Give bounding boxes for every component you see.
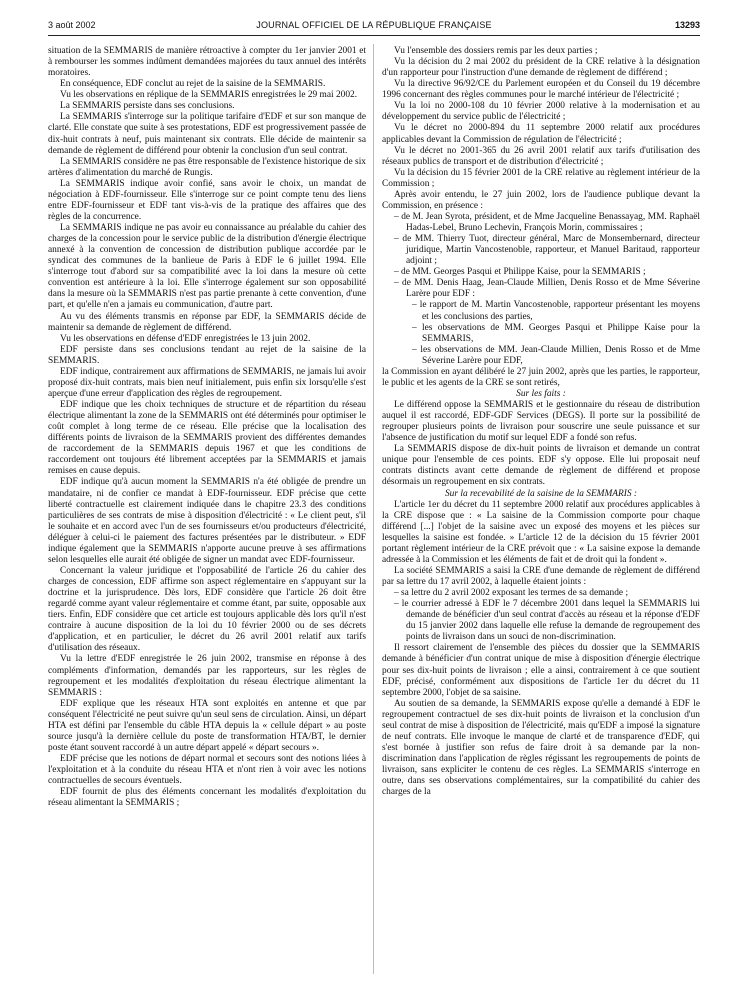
paragraph: Vu les observations en défense d'EDF enregistrées le 13 juin 2002. (60, 333, 311, 344)
paragraph: situation de la SEMMARIS de manière rétroactive à compter du 1er janvier 2001 et à rembourser les sommes indûment demandées majorées du taux annuel des intérêts moratoires. (48, 46, 366, 79)
paragraph: La SEMMARIS indique ne pas avoir eu connaissance au préalable du cahier des charges de la concession pour le service public de la distribution d'énergie électrique annexé à la convention de concession de distribution publique accordée par le syndicat des communes de la banlieue de Paris à EDF le 6 juillet 1994. Elle s'interroge tout d'abord sur sa compatibilité avec la loi dans la mesure où cette convention est antérieure à la loi. Elle s'interroge également sur son opposabilité dans la mesure où la SEMMARIS n'est pas partie prenante à cette convention, d'une part, et qu'elle n'en a jamais eu communication, d'autre part. (48, 223, 366, 311)
paragraph: Vu le décret no 2000-894 du 11 septembre 2000 relatif aux procédures applicables devant la Commission de régulation de l'électricité ; (382, 123, 700, 145)
paragraph: EDF explique que les réseaux HTA sont exploités en antenne et que par conséquent l'électricité ne peut suivre qu'un seul sens de circulation. Ainsi, un départ HTA est défini par l'ensemble du câble HTA depuis la « cellule départ » au poste source jusqu'à la dernière cellule du poste de transformation HTA/BT, le dernier poste étant souvent raccordé à un autre départ appelé « départ secours ». (48, 698, 366, 753)
paragraph: La société SEMMARIS a saisi la CRE d'une demande de règlement de différend par sa lettre du 17 avril 2002, à laquelle étaient joints : (382, 565, 700, 587)
paragraph: Il ressort clairement de l'ensemble des pièces du dossier que la SEMMARIS demande à bénéficier d'un contrat unique de mise à disposition d'énergie électrique pour ses dix-huit points de livraison ; elle a ainsi, contrairement à ce que soutient EDF, précisé, conformément aux dispositions de l'article 1er du décret du 11 septembre 2000, l'objet de sa saisine. (382, 643, 700, 698)
paragraph: La SEMMARIS s'interroge sur la politique tarifaire d'EDF et sur son manque de clarté. Elle constate que suite à ses protestations, EDF est progressivement passée de dix-huit contrats à neuf, puis maintenant six contrats. Elle décide de maintenir sa demande de règlement de différend pour obtenir la conclusion d'un seul contrat. (48, 112, 366, 156)
paragraph: EDF indique, contrairement aux affirmations de SEMMARIS, ne jamais lui avoir proposé dix-huit contrats, mais bien neuf initialement, puis enfin six lorsqu'elle s'est aperçue d'une erreur d'application des règles de regroupement. (48, 366, 366, 399)
list-item: – le rapport de M. Martin Vancostenoble, rapporteur présentant les moyens et les conclusions des parties, (412, 300, 700, 322)
paragraph: Vu la loi no 2000-108 du 10 février 2000 relative à la modernisation et au développement du service public de l'électricité ; (382, 101, 700, 123)
paragraph: Au vu des éléments transmis en réponse par EDF, la SEMMARIS décide de maintenir sa demande de règlement de différend. (48, 311, 366, 333)
paragraph: L'article 1er du décret du 11 septembre 2000 relatif aux procédures applicables à la CRE dispose que : « La saisine de la Commission comporte pour chaque différend [...] l'objet de la saisine avec un exposé des moyens et les pièces sur lesquelles la saisine est fondée. » L'article 12 de la décision du 15 février 2001 portant règlement intérieur de la CRE prévoit que : « La saisine expose la demande adressée à la Commission et les éléments de fait et de droit qui la fondent ». (382, 499, 700, 565)
paragraph: EDF précise que les notions de départ normal et secours sont des notions liées à l'exploitation et à la conduite du réseau HTA et n'ont rien à voir avec les notions contractuelles de secours éventuels. (48, 754, 366, 787)
paragraph: EDF indique que les choix techniques de structure et de répartition du réseau électrique alimentant la zone de la SEMMARIS ont été déterminés pour optimiser le coût complet à long terme de ce réseau. Elle précise que la localisation des différents points de livraison de la SEMMARIS provient des différentes demandes de raccordement de la SEMMARIS depuis 1967 et que les conditions de raccordement ont toujours été librement acceptées par la SEMMARIS et jamais remises en cause depuis. (48, 400, 366, 477)
list-item: – de MM. Thierry Tuot, directeur général, Marc de Monsembernard, directeur juridique, Martin Vancostenoble, rapporteur, et Manuel Baritaud, rapporteur adjoint ; (394, 234, 700, 267)
list-item: – de MM. Georges Pasqui et Philippe Kaise, pour la SEMMARIS ; (394, 267, 646, 278)
paragraph: Après avoir entendu, le 27 juin 2002, lors de l'audience publique devant la Commission, en présence : (382, 189, 700, 211)
list-item: – le courrier adressé à EDF le 7 décembre 2001 dans lequel la SEMMARIS lui demande de bénéficier d'un seul contrat d'accès au réseau et la réponse d'EDF du 15 janvier 2002 dans laquelle elle refuse la demande de regroupement des points de livraison dans un souci de non-discrimination. (394, 599, 700, 643)
paragraph: Vu la directive 96/92/CE du Parlement européen et du Conseil du 19 décembre 1996 concernant des règles communes pour le marché intérieur de l'électricité ; (382, 79, 700, 101)
section-heading: Sur la recevabilité de la saisine de la SEMMARIS : (444, 488, 638, 499)
header-date: 3 août 2002 (48, 20, 96, 30)
section-heading: Sur les faits : (516, 388, 566, 399)
paragraph: Concernant la valeur juridique et l'opposabilité de l'article 26 du cahier des charges de concession, EDF affirme son aspect réglementaire en s'appuyant sur la doctrine et la jurisprudence. Dès lors, EDF considère que l'article 26 doit être regardé comme ayant valeur réglementaire et comme étant, par suite, opposable aux tiers. Enfin, EDF considère que cet article est toujours applicable dès lors qu'il n'est contraire à aucune disposition de la loi du 10 février 2000 ou de ses décrets d'application, et en particulier, le décret du 26 avril 2001 relatif aux tarifs d'utilisation des réseaux. (48, 565, 366, 654)
paragraph: Vu la lettre d'EDF enregistrée le 26 juin 2002, transmise en réponse à des compléments d'information, demandés par les rapporteurs, sur les règles de regroupement et les modalités d'exploitation du réseau électrique alimentant la SEMMARIS : (48, 654, 366, 698)
paragraph: EDF indique qu'à aucun moment la SEMMARIS n'a été obligée de prendre un mandataire, ni de confier ce mandat à EDF-fournisseur. EDF précise que cette liberté contractuelle est clairement indiquée dans le chapitre 23.3 des conditions particulières de ses contrats de mise à disposition d'électricité : « Le client peut, s'il le souhaite et en accord avec l'un de ses fournisseurs et/ou producteurs d'électricité, déléguer à celui-ci le paiement des factures présentées par le distributeur. » EDF indique également que la SEMMARIS n'apporte aucune preuve à ses affirmations selon lesquelles elle aurait été obligée de signer un mandat avec EDF-fournisseur. (48, 477, 366, 565)
journal-title: JOURNAL OFFICIEL DE LA RÉPUBLIQUE FRANÇAISE (256, 20, 492, 30)
paragraph: La SEMMARIS considère ne pas être responsable de l'existence historique de six artères d'alimentation du marché de Rungis. (48, 156, 366, 178)
paragraph: La SEMMARIS dispose de dix-huit points de livraison et demande un contrat unique pour l'ensemble de ces points. EDF s'y oppose. Elle lui proposait neuf contrats distincts avant cette demande de règlement de différend et propose désormais un regroupement en six contrats. (382, 444, 700, 488)
right-column (382, 46, 700, 978)
paragraph: La SEMMARIS persiste dans ses conclusions. (60, 101, 235, 112)
paragraph: Au soutien de sa demande, la SEMMARIS expose qu'elle a demandé à EDF le regroupement contractuel de ses dix-huit points de livraison et la conclusion d'un seul contrat de mise à disposition de l'électricité, mais qu'EDF a imposé la signature de neuf contrats. Elle invoque le manque de clarté et de transparence d'EDF, qui s'est bornée à justifier son refus de faire droit à sa demande par la non-discrimination dans l'application de règles régissant les regroupements de points de livraison, sans expliciter le contenu de ces règles. La SEMMARIS s'interroge en outre, dans ses observations complémentaires, sur la compatibilité du cahier des charges de la (382, 698, 700, 798)
paragraph: Le différend oppose la SEMMARIS et le gestionnaire du réseau de distribution auquel il est raccordé, EDF-GDF Services (DEGS). Il porte sur la possibilité de regrouper plusieurs points de livraison pour souscrire une seule puissance et sur l'absence de justification du motif sur lequel EDF a fondé son refus. (382, 400, 700, 444)
list-item: – les observations de MM. Georges Pasqui et Philippe Kaise pour la SEMMARIS, (412, 322, 700, 344)
list-item: – les observations de MM. Jean-Claude Millien, Denis Rosso et de Mme Séverine Larère pour EDF, (412, 344, 700, 366)
paragraph: Vu l'ensemble des dossiers remis par les deux parties ; (394, 46, 598, 56)
paragraph: la Commission en ayant délibéré le 27 juin 2002, après que les parties, le rapporteur, le public et les agents de la CRE se sont retirés, (382, 366, 700, 388)
page-number: 13293 (674, 20, 700, 30)
column-divider (373, 44, 374, 974)
list-item: – de MM. Denis Haag, Jean-Claude Millien, Denis Rosso et de Mme Séverine Larère pour EDF : (394, 278, 700, 300)
paragraph: En conséquence, EDF conclut au rejet de la saisine de la SEMMARIS. (60, 79, 326, 90)
left-column (48, 46, 366, 978)
paragraph: Vu les observations en réplique de la SEMMARIS enregistrées le 29 mai 2002. (60, 90, 358, 101)
list-item: – de M. Jean Syrota, président, et de Mme Jacqueline Benassayag, MM. Raphaël Hadas-Lebel, Bruno Lechevin, François Morin, commissaires ; (394, 211, 700, 233)
paragraph: Vu la décision du 2 mai 2002 du président de la CRE relative à la désignation d'un rapporteur pour l'instruction d'une demande de règlement de différend ; (382, 57, 700, 79)
paragraph: La SEMMARIS indique avoir confié, sans avoir le choix, un mandat de négociation à EDF-fournisseur. Elle s'interroge sur ce point compte tenu des liens entre EDF-fournisseur et EDF tant vis-à-vis de la pratique des affaires que des règles de la concurrence. (48, 178, 366, 222)
paragraph: Vu le décret no 2001-365 du 26 avril 2001 relatif aux tarifs d'utilisation des réseaux publics de transport et de distribution d'électricité ; (382, 145, 700, 167)
paragraph: EDF persiste dans ses conclusions tendant au rejet de la saisine de la SEMMARIS. (48, 344, 366, 366)
page-header (48, 18, 700, 32)
list-item: – sa lettre du 2 avril 2002 exposant les termes de sa demande ; (394, 588, 629, 599)
paragraph: EDF fournit de plus des éléments concernant les modalités d'exploitation du réseau alimentant la SEMMARIS ; (48, 787, 366, 809)
header-rule (48, 35, 700, 36)
paragraph: Vu la décision du 15 février 2001 de la CRE relative au règlement intérieur de la Commission ; (382, 167, 700, 189)
